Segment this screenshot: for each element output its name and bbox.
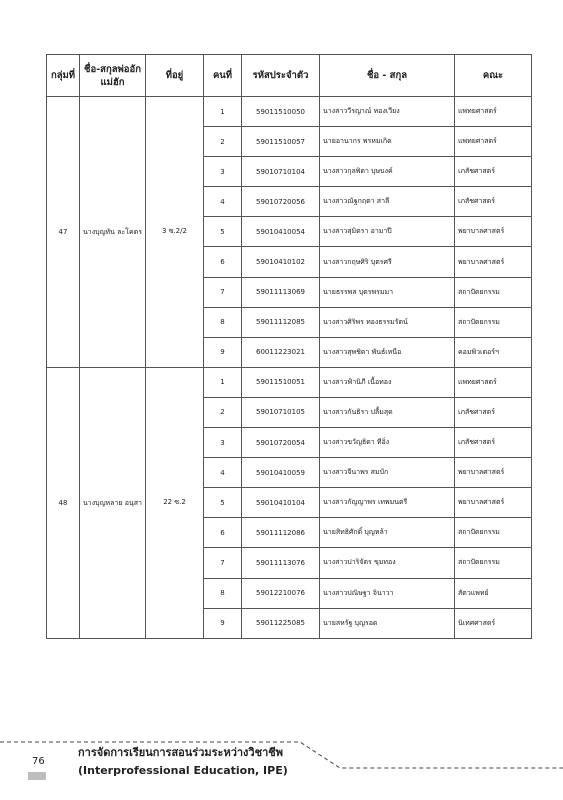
footer-title-thai: การจัดการเรียนการสอนร่วมระหว่างวิชาชีพ [78, 746, 283, 759]
person-number-cell: 7 [204, 548, 242, 578]
student-name-cell: นางสาววีรญาณ์ ทองเวียง [320, 97, 455, 127]
faculty-cell: นิเทศศาสตร์ [455, 608, 532, 638]
student-name-cell: นางสาวสุมิตรา อามาปี [320, 217, 455, 247]
header-name: ชื่อ - สกุล [320, 55, 455, 97]
group-number-cell: 48 [47, 367, 80, 638]
student-id-cell: 59012210076 [242, 578, 320, 608]
faculty-cell: พยาบาลศาสตร์ [455, 217, 532, 247]
header-mentor: ชื่อ-สกุลพ่ออักแม่ฮัก [80, 55, 146, 97]
student-id-cell: 60011223021 [242, 337, 320, 367]
student-id-cell: 59010720054 [242, 428, 320, 458]
student-id-cell: 59010720056 [242, 187, 320, 217]
table-row [47, 97, 532, 127]
student-name-cell: นายอานากร พรหมเกิด [320, 127, 455, 157]
student-id-cell: 59011510057 [242, 127, 320, 157]
faculty-cell: เภสัชศาสตร์ [455, 428, 532, 458]
student-name-cell: นางสาวจีนาพร สมบัก [320, 458, 455, 488]
student-name-cell: นายธรรพล บุตรพรมมา [320, 277, 455, 307]
person-number-cell: 5 [204, 488, 242, 518]
student-id-cell: 59011510050 [242, 97, 320, 127]
faculty-cell: เภสัชศาสตร์ [455, 397, 532, 427]
student-name-cell: นางสาวปณิษฐา จินาวา [320, 578, 455, 608]
footer-title-english: (Interprofessional Education, IPE) [78, 764, 288, 777]
student-id-cell: 59011112086 [242, 518, 320, 548]
student-id-cell: 59011510051 [242, 367, 320, 397]
student-name-cell: นางสาวกฤษศิริ บุตรศรี [320, 247, 455, 277]
faculty-cell: สถาปัตยกรรม [455, 307, 532, 337]
person-number-cell: 3 [204, 428, 242, 458]
person-number-cell: 8 [204, 578, 242, 608]
header-student-id: รหัสประจำตัว [242, 55, 320, 97]
student-id-cell: 59010410054 [242, 217, 320, 247]
student-name-cell: นางสาวศิริพร ทองธรรมรัตน์ [320, 307, 455, 337]
faculty-cell: พยาบาลศาสตร์ [455, 488, 532, 518]
address-cell: 3 ซ.2/2 [146, 97, 204, 368]
faculty-cell: เภสัชศาสตร์ [455, 157, 532, 187]
student-id-cell: 59011113069 [242, 277, 320, 307]
person-number-cell: 9 [204, 337, 242, 367]
faculty-cell: สถาปัตยกรรม [455, 277, 532, 307]
person-number-cell: 2 [204, 397, 242, 427]
student-id-cell: 59010410102 [242, 247, 320, 277]
faculty-cell: สถาปัตยกรรม [455, 548, 532, 578]
student-id-cell: 59010710105 [242, 397, 320, 427]
mentor-name-cell: นางบุญหลาย อนุสา [80, 367, 146, 638]
faculty-cell: พยาบาลศาสตร์ [455, 247, 532, 277]
person-number-cell: 6 [204, 247, 242, 277]
person-number-cell: 2 [204, 127, 242, 157]
page-number: 76 [32, 756, 45, 767]
header-person: คนที่ [204, 55, 242, 97]
faculty-cell: สถาปัตยกรรม [455, 518, 532, 548]
person-number-cell: 7 [204, 277, 242, 307]
student-name-cell: นางสาวกัญญาพร เทพมนตรี [320, 488, 455, 518]
faculty-cell: คอมพิวเตอร์ฯ [455, 337, 532, 367]
person-number-cell: 4 [204, 458, 242, 488]
address-cell: 22 ซ.2 [146, 367, 204, 638]
student-id-cell: 59011112085 [242, 307, 320, 337]
person-number-cell: 4 [204, 187, 242, 217]
faculty-cell: เภสัชศาสตร์ [455, 187, 532, 217]
person-number-cell: 3 [204, 157, 242, 187]
student-id-cell: 59011113076 [242, 548, 320, 578]
student-name-cell: นางสาวกันธิรา ปลื้มสุด [320, 397, 455, 427]
table-row [47, 367, 532, 397]
student-name-cell: นายสิทธิศักดิ์ บุญหล้า [320, 518, 455, 548]
person-number-cell: 1 [204, 97, 242, 127]
faculty-cell: สัตวแพทย์ [455, 578, 532, 608]
student-id-cell: 59010410104 [242, 488, 320, 518]
header-address: ที่อยู่ [146, 55, 204, 97]
person-number-cell: 9 [204, 608, 242, 638]
student-name-cell: นางสาวกุลพิตา บุษบงค์ [320, 157, 455, 187]
person-number-cell: 1 [204, 367, 242, 397]
table-header-row [47, 55, 532, 97]
student-name-cell: นางสาวขวัญธิดา ทีอิ่ง [320, 428, 455, 458]
person-number-cell: 5 [204, 217, 242, 247]
student-name-cell: นางสาวณัฐกฤตา สาลี [320, 187, 455, 217]
faculty-cell: พยาบาลศาสตร์ [455, 458, 532, 488]
header-faculty: คณะ [455, 55, 532, 97]
student-name-cell: นายสหรัฐ บุญรอด [320, 608, 455, 638]
faculty-cell: แพทยศาสตร์ [455, 367, 532, 397]
student-id-cell: 59011225085 [242, 608, 320, 638]
student-group-table [46, 54, 532, 639]
student-id-cell: 59010410059 [242, 458, 320, 488]
mentor-name-cell: นางบุญทัน ละโคตร [80, 97, 146, 368]
student-id-cell: 59010710104 [242, 157, 320, 187]
person-number-cell: 6 [204, 518, 242, 548]
student-name-cell: นางสาวปาริจัตร ขุมทอง [320, 548, 455, 578]
student-name-cell: นางสาวฟ้านิภี เนื้อทอง [320, 367, 455, 397]
person-number-cell: 8 [204, 307, 242, 337]
faculty-cell: แพทยศาสตร์ [455, 127, 532, 157]
page-number-bar [28, 772, 46, 780]
student-name-cell: นางสาวสุพชิดา พันธ์เหนือ [320, 337, 455, 367]
group-number-cell: 47 [47, 97, 80, 368]
faculty-cell: แพทยศาสตร์ [455, 97, 532, 127]
footer-title [78, 744, 288, 780]
header-group: กลุ่มที่ [47, 55, 80, 97]
